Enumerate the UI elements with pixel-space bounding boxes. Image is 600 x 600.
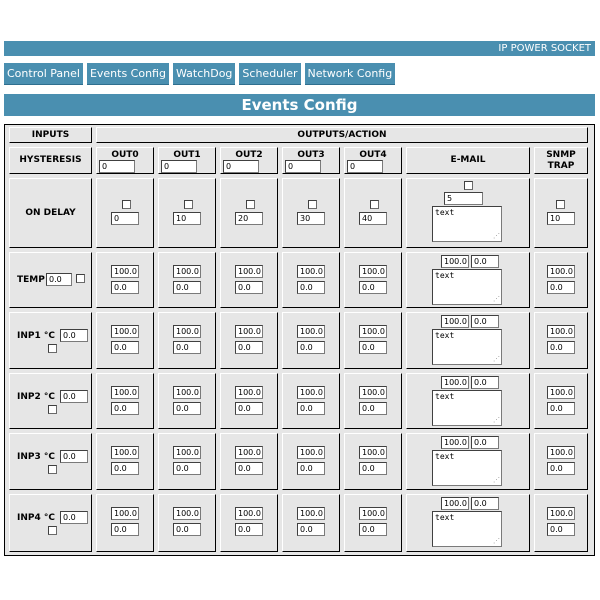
- on-delay-out1: [158, 178, 216, 248]
- hysteresis-out4-input[interactable]: 0: [347, 160, 383, 173]
- hysteresis-label: HYSTERESIS: [9, 147, 92, 174]
- row-0-out3: [282, 252, 340, 308]
- row-0-email-text[interactable]: [432, 269, 502, 305]
- row-3-out1-lo[interactable]: 0.0: [173, 462, 201, 475]
- row-1-out3: [282, 312, 340, 369]
- row-2-out3-hi[interactable]: 100.0: [297, 386, 325, 399]
- row-3-out0-lo[interactable]: 0.0: [111, 462, 139, 475]
- row-3-out2-hi[interactable]: 100.0: [235, 446, 263, 459]
- row-4-out0-lo[interactable]: 0.0: [111, 523, 139, 536]
- row-3-out0-hi[interactable]: 100.0: [111, 446, 139, 459]
- row-2-email-lo[interactable]: 0.0: [471, 376, 499, 389]
- out3-header: [282, 147, 340, 174]
- row-2-label: INP2 °C: [17, 392, 55, 402]
- row-0-out1-lo[interactable]: 0.0: [173, 281, 201, 294]
- row-2-out3-lo[interactable]: 0.0: [297, 402, 325, 415]
- on-delay-out3: [282, 178, 340, 248]
- row-1-checkbox[interactable]: [48, 344, 57, 353]
- row-4-out4: [344, 494, 402, 552]
- snmp-header: SNMP TRAP: [534, 147, 588, 174]
- row-4-out2-hi[interactable]: 100.0: [235, 507, 263, 520]
- row-3-out2: [220, 433, 278, 490]
- email-text-value: text: [435, 208, 455, 217]
- row-2-snmp: [534, 373, 588, 429]
- row-3-snmp-hi[interactable]: 100.0: [547, 446, 575, 459]
- on-delay-snmp-input[interactable]: 10: [547, 212, 575, 225]
- on-delay-out4-input[interactable]: 40: [359, 212, 387, 225]
- row-1-out3-lo[interactable]: 0.0: [297, 341, 325, 354]
- row-0-input-cell: [9, 252, 92, 308]
- hysteresis-out0-input[interactable]: 0: [99, 160, 135, 173]
- row-1-out2-hi[interactable]: 100.0: [235, 325, 263, 338]
- row-0-out0-hi[interactable]: 100.0: [111, 265, 139, 278]
- row-3-out0: [96, 433, 154, 490]
- row-0-input-value[interactable]: 0.0: [46, 273, 72, 286]
- row-1-snmp-lo[interactable]: 0.0: [547, 341, 575, 354]
- nav-watchdog[interactable]: WatchDog: [173, 63, 235, 85]
- row-2-input-cell: [9, 373, 92, 429]
- email-text-value: text: [435, 271, 455, 280]
- brand-title: IP POWER SOCKET: [498, 43, 591, 54]
- row-2-snmp-lo[interactable]: 0.0: [547, 402, 575, 415]
- row-4-email: [406, 494, 530, 552]
- resize-grip-icon[interactable]: ⋰: [493, 537, 500, 545]
- row-3-input-value[interactable]: 0.0: [60, 450, 88, 463]
- row-3-checkbox[interactable]: [48, 465, 57, 474]
- row-0-email-lo[interactable]: 0.0: [471, 255, 499, 268]
- row-0-out4: [344, 252, 402, 308]
- row-2-out1-hi[interactable]: 100.0: [173, 386, 201, 399]
- row-1-snmp: [534, 312, 588, 369]
- outputs-header: OUTPUTS/ACTION: [96, 127, 588, 143]
- row-2-out2-hi[interactable]: 100.0: [235, 386, 263, 399]
- on-delay-out0: [96, 178, 154, 248]
- row-1-out1-hi[interactable]: 100.0: [173, 325, 201, 338]
- email-text-value: text: [435, 392, 455, 401]
- row-3-snmp-lo[interactable]: 0.0: [547, 462, 575, 475]
- row-3-out3: [282, 433, 340, 490]
- on-delay-out3-checkbox[interactable]: [308, 200, 317, 209]
- email-text-value: text: [435, 513, 455, 522]
- row-4-email-hi[interactable]: 100.0: [441, 497, 469, 510]
- on-delay-email-text[interactable]: [432, 206, 502, 242]
- page-title: Events Config: [4, 94, 595, 116]
- row-2-out3: [282, 373, 340, 429]
- row-4-out1: [158, 494, 216, 552]
- row-2-out2-lo[interactable]: 0.0: [235, 402, 263, 415]
- row-0-out1-hi[interactable]: 100.0: [173, 265, 201, 278]
- brand-header: [4, 41, 595, 56]
- row-2-out2: [220, 373, 278, 429]
- row-4-checkbox[interactable]: [48, 526, 57, 535]
- nav-network-config[interactable]: Network Config: [305, 63, 396, 85]
- on-delay-email-checkbox[interactable]: [464, 181, 473, 190]
- nav-control-panel[interactable]: Control Panel: [4, 63, 83, 85]
- row-4-input-value[interactable]: 0.0: [60, 511, 88, 524]
- row-3-email-hi[interactable]: 100.0: [441, 436, 469, 449]
- row-0-snmp-hi[interactable]: 100.0: [547, 265, 575, 278]
- row-0-out4-lo[interactable]: 0.0: [359, 281, 387, 294]
- row-1-out1-lo[interactable]: 0.0: [173, 341, 201, 354]
- row-4-out1-hi[interactable]: 100.0: [173, 507, 201, 520]
- row-0-snmp-lo[interactable]: 0.0: [547, 281, 575, 294]
- on-delay-out2-input[interactable]: 20: [235, 212, 263, 225]
- row-0-out3-hi[interactable]: 100.0: [297, 265, 325, 278]
- row-4-out1-lo[interactable]: 0.0: [173, 523, 201, 536]
- hysteresis-out1-input[interactable]: 0: [161, 160, 197, 173]
- on-delay-out1-input[interactable]: 10: [173, 212, 201, 225]
- row-0-email-hi[interactable]: 100.0: [441, 255, 469, 268]
- row-1-email-hi[interactable]: 100.0: [441, 315, 469, 328]
- on-delay-snmp-checkbox[interactable]: [556, 200, 565, 209]
- row-0-out1: [158, 252, 216, 308]
- on-delay-label: ON DELAY: [9, 178, 92, 248]
- row-1-out0-hi[interactable]: 100.0: [111, 325, 139, 338]
- on-delay-email-input[interactable]: 5: [444, 192, 483, 205]
- row-3-snmp: [534, 433, 588, 490]
- row-4-out4-hi[interactable]: 100.0: [359, 507, 387, 520]
- row-3-input-cell: [9, 433, 92, 490]
- row-1-out1: [158, 312, 216, 369]
- resize-grip-icon[interactable]: ⋰: [493, 416, 500, 424]
- email-text-value: text: [435, 452, 455, 461]
- row-4-snmp-lo[interactable]: 0.0: [547, 523, 575, 536]
- row-2-snmp-hi[interactable]: 100.0: [547, 386, 575, 399]
- hysteresis-out3-input[interactable]: 0: [285, 160, 321, 173]
- row-2-email-text[interactable]: [432, 390, 502, 426]
- row-4-label: INP4 °C: [17, 513, 55, 523]
- row-4-input-cell: [9, 494, 92, 552]
- row-2-out1: [158, 373, 216, 429]
- row-1-out0: [96, 312, 154, 369]
- on-delay-out1-checkbox[interactable]: [184, 200, 193, 209]
- on-delay-out4: [344, 178, 402, 248]
- row-0-snmp: [534, 252, 588, 308]
- row-4-email-text[interactable]: [432, 511, 502, 547]
- row-3-email-text[interactable]: [432, 450, 502, 486]
- out2-header: [220, 147, 278, 174]
- row-1-input-cell: [9, 312, 92, 369]
- row-2-out0: [96, 373, 154, 429]
- out4-label: OUT4: [359, 150, 387, 160]
- row-4-out0: [96, 494, 154, 552]
- nav-bar: [4, 63, 395, 85]
- row-4-out0-hi[interactable]: 100.0: [111, 507, 139, 520]
- row-0-checkbox[interactable]: [76, 274, 85, 283]
- row-3-out4-lo[interactable]: 0.0: [359, 462, 387, 475]
- row-3-out3-hi[interactable]: 100.0: [297, 446, 325, 459]
- row-1-out2-lo[interactable]: 0.0: [235, 341, 263, 354]
- on-delay-out2: [220, 178, 278, 248]
- out0-header: [96, 147, 154, 174]
- row-2-out4: [344, 373, 402, 429]
- row-0-out2-lo[interactable]: 0.0: [235, 281, 263, 294]
- row-0-out2-hi[interactable]: 100.0: [235, 265, 263, 278]
- row-1-out2: [220, 312, 278, 369]
- row-2-out1-lo[interactable]: 0.0: [173, 402, 201, 415]
- row-3-out4: [344, 433, 402, 490]
- row-2-out4-hi[interactable]: 100.0: [359, 386, 387, 399]
- on-delay-out0-input[interactable]: 0: [111, 212, 139, 225]
- resize-grip-icon[interactable]: ⋰: [493, 476, 500, 484]
- inputs-header: INPUTS: [9, 127, 92, 143]
- row-3-out2-lo[interactable]: 0.0: [235, 462, 263, 475]
- events-config-table: [4, 124, 595, 556]
- row-4-snmp-hi[interactable]: 100.0: [547, 507, 575, 520]
- on-delay-snmp: [534, 178, 588, 248]
- row-2-out4-lo[interactable]: 0.0: [359, 402, 387, 415]
- row-4-snmp: [534, 494, 588, 552]
- resize-grip-icon[interactable]: ⋰: [493, 355, 500, 363]
- row-3-out1-hi[interactable]: 100.0: [173, 446, 201, 459]
- row-1-email-lo[interactable]: 0.0: [471, 315, 499, 328]
- row-0-out4-hi[interactable]: 100.0: [359, 265, 387, 278]
- hysteresis-out2-input[interactable]: 0: [223, 160, 259, 173]
- on-delay-out3-input[interactable]: 30: [297, 212, 325, 225]
- row-2-email-hi[interactable]: 100.0: [441, 376, 469, 389]
- row-3-out4-hi[interactable]: 100.0: [359, 446, 387, 459]
- row-1-email: [406, 312, 530, 369]
- on-delay-out0-checkbox[interactable]: [122, 200, 131, 209]
- row-3-out1: [158, 433, 216, 490]
- nav-scheduler[interactable]: Scheduler: [239, 63, 300, 85]
- row-1-snmp-hi[interactable]: 100.0: [547, 325, 575, 338]
- on-delay-out4-checkbox[interactable]: [370, 200, 379, 209]
- row-2-input-value[interactable]: 0.0: [60, 390, 88, 403]
- out4-header: [344, 147, 402, 174]
- row-2-email: [406, 373, 530, 429]
- row-2-out0-lo[interactable]: 0.0: [111, 402, 139, 415]
- on-delay-email: [406, 178, 530, 248]
- row-4-out2-lo[interactable]: 0.0: [235, 523, 263, 536]
- on-delay-out2-checkbox[interactable]: [246, 200, 255, 209]
- row-4-out4-lo[interactable]: 0.0: [359, 523, 387, 536]
- row-1-out4-hi[interactable]: 100.0: [359, 325, 387, 338]
- resize-grip-icon[interactable]: ⋰: [493, 295, 500, 303]
- row-3-label: INP3 °C: [17, 452, 55, 462]
- email-header: E-MAIL: [406, 147, 530, 174]
- row-0-out2: [220, 252, 278, 308]
- row-1-out4: [344, 312, 402, 369]
- row-2-out0-hi[interactable]: 100.0: [111, 386, 139, 399]
- row-4-out3-lo[interactable]: 0.0: [297, 523, 325, 536]
- row-4-out3-hi[interactable]: 100.0: [297, 507, 325, 520]
- out2-label: OUT2: [235, 150, 263, 160]
- out1-label: OUT1: [173, 150, 201, 160]
- row-0-out3-lo[interactable]: 0.0: [297, 281, 325, 294]
- row-1-out3-hi[interactable]: 100.0: [297, 325, 325, 338]
- out0-label: OUT0: [111, 150, 139, 160]
- email-text-value: text: [435, 331, 455, 340]
- row-0-label: TEMP: [17, 275, 45, 285]
- row-1-out0-lo[interactable]: 0.0: [111, 341, 139, 354]
- row-0-email: [406, 252, 530, 308]
- row-2-checkbox[interactable]: [48, 405, 57, 414]
- resize-grip-icon[interactable]: ⋰: [493, 232, 500, 240]
- out1-header: [158, 147, 216, 174]
- out3-label: OUT3: [297, 150, 325, 160]
- nav-events-config[interactable]: Events Config: [87, 63, 169, 85]
- row-0-out0-lo[interactable]: 0.0: [111, 281, 139, 294]
- row-3-email-lo[interactable]: 0.0: [471, 436, 499, 449]
- row-1-out4-lo[interactable]: 0.0: [359, 341, 387, 354]
- row-4-out2: [220, 494, 278, 552]
- row-1-label: INP1 °C: [17, 331, 55, 341]
- row-3-email: [406, 433, 530, 490]
- row-1-input-value[interactable]: 0.0: [60, 329, 88, 342]
- row-3-out3-lo[interactable]: 0.0: [297, 462, 325, 475]
- row-4-email-lo[interactable]: 0.0: [471, 497, 499, 510]
- row-4-out3: [282, 494, 340, 552]
- row-0-out0: [96, 252, 154, 308]
- row-1-email-text[interactable]: [432, 329, 502, 365]
